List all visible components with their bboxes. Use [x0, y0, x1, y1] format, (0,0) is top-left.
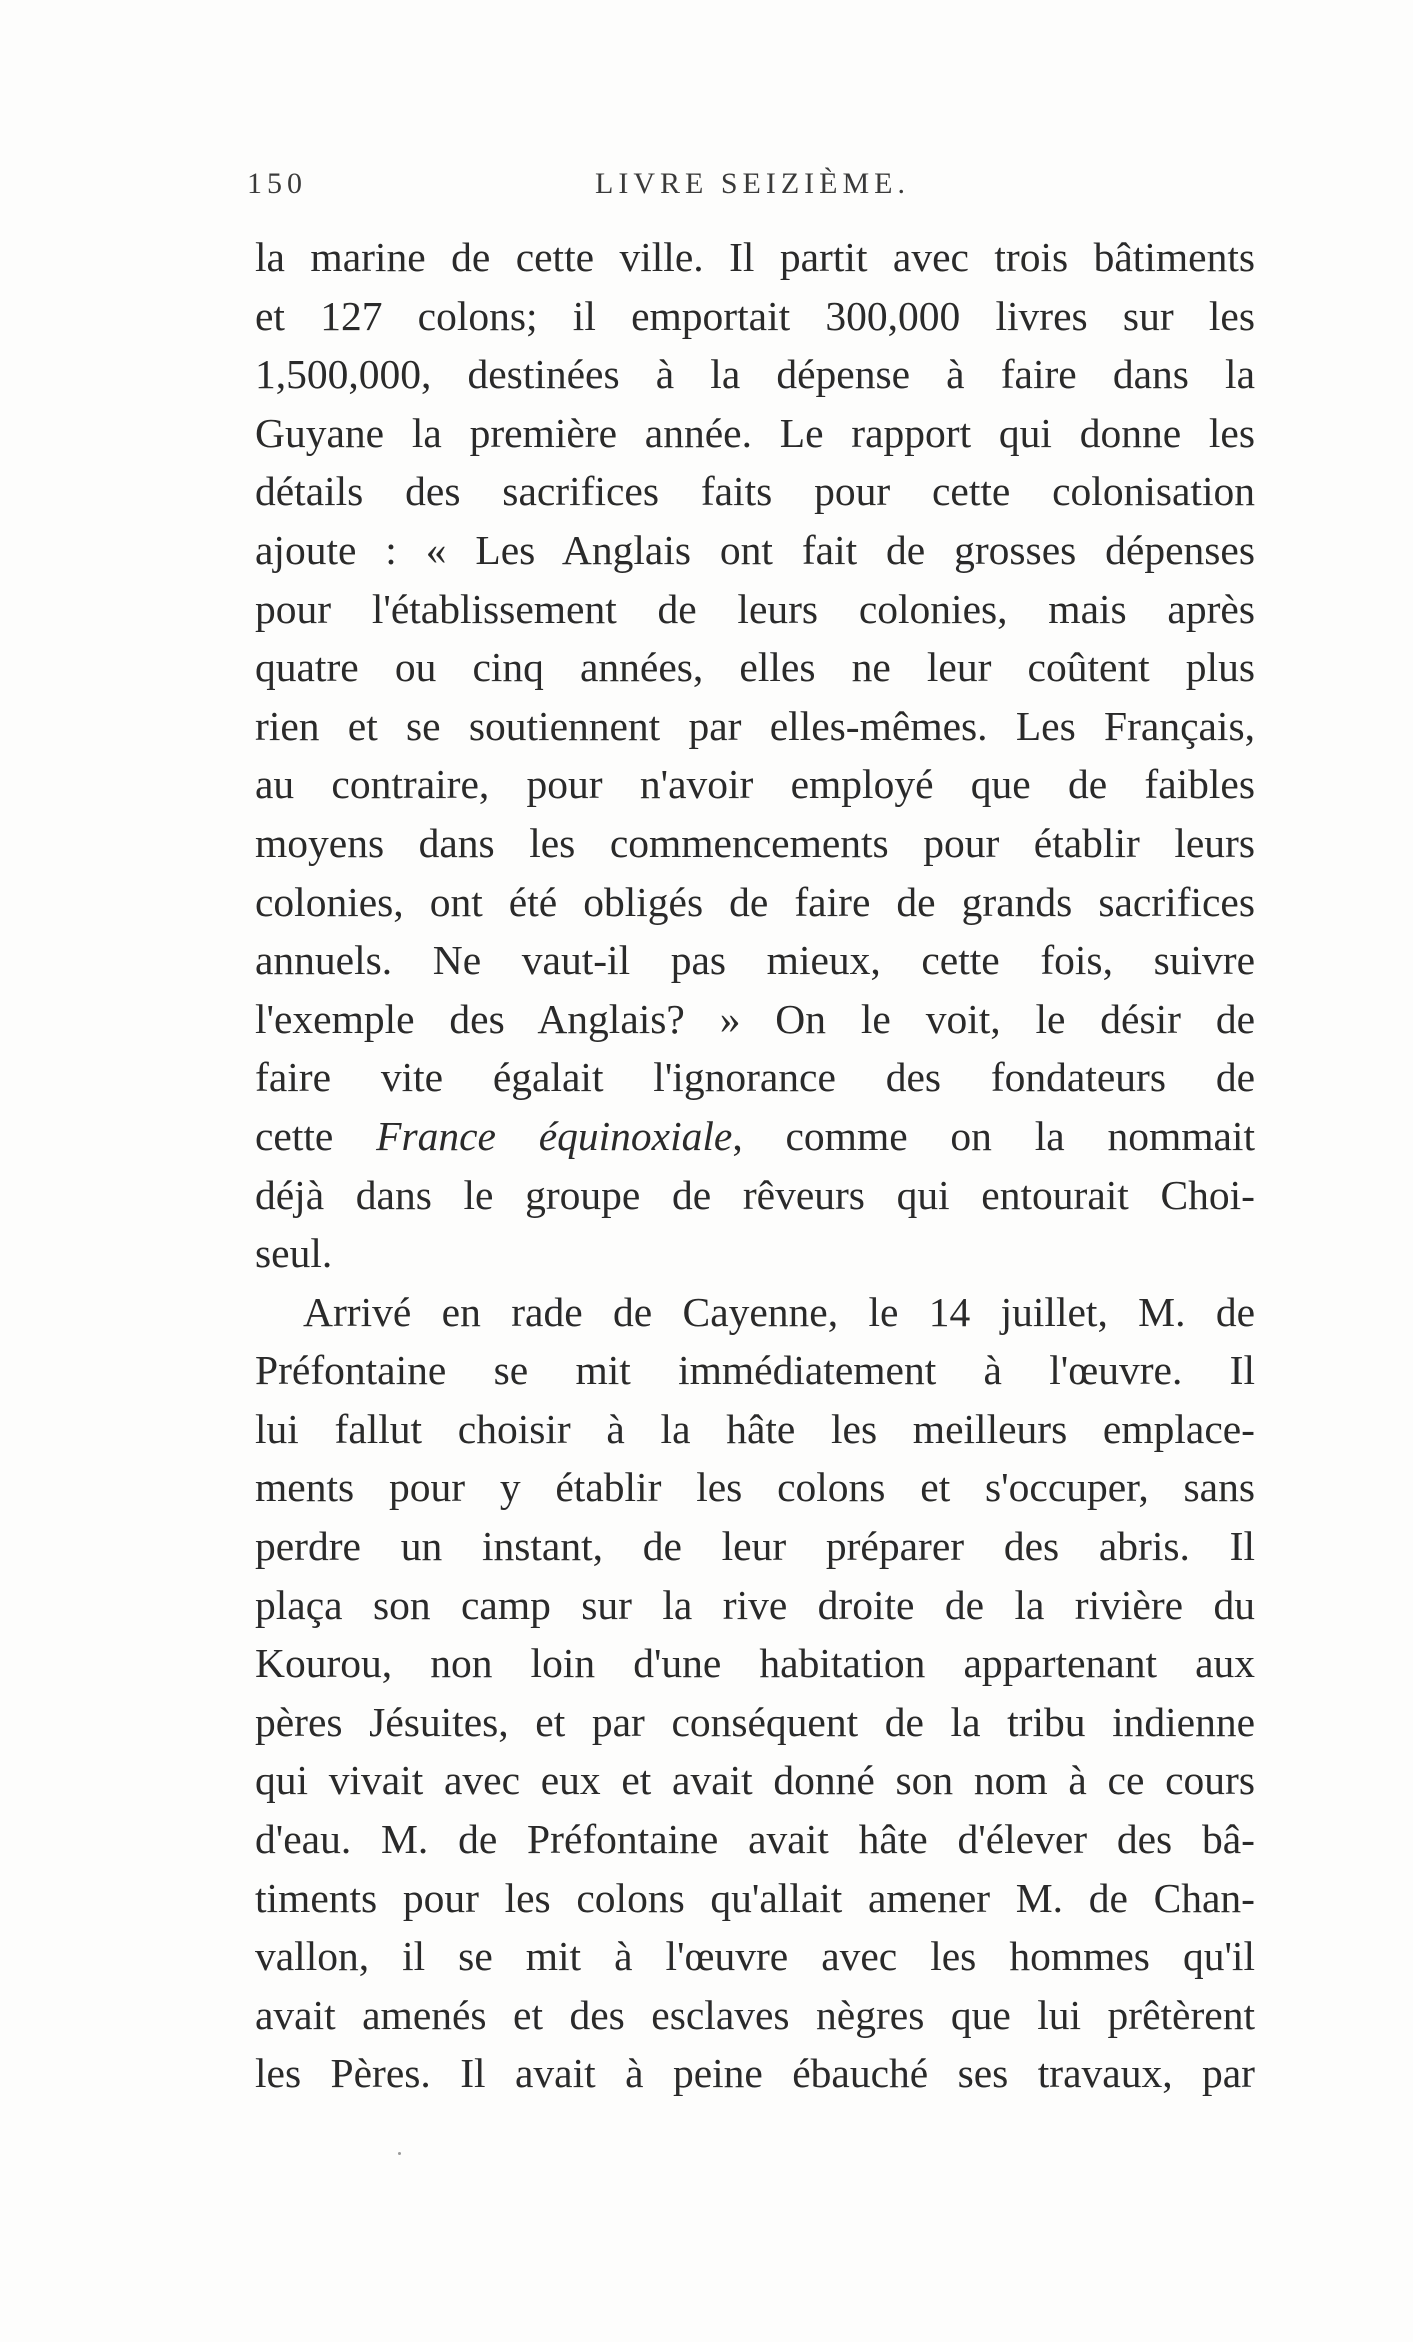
running-title: LIVRE SEIZIÈME.: [595, 167, 910, 200]
text-line: faire vite égalait l'ignorance des fondateurs de: [255, 1054, 1255, 1101]
paper-speck: [398, 2152, 401, 2155]
text-line: vallon, il se mit à l'œuvre avec les hommes qu'il: [255, 1933, 1255, 1980]
text-line: au contraire, pour n'avoir employé que de faibles: [255, 761, 1255, 808]
text-line-with-italic: [255, 1107, 1255, 1166]
text-line: la marine de cette ville. Il partit avec trois bâtiments: [255, 234, 1255, 280]
text-line: pour l'établissement de leurs colonies, mais après: [255, 585, 1255, 632]
page-header: [247, 167, 1257, 207]
text-line: 1,500,000, destinées à la dépense à faire dans la: [255, 351, 1255, 398]
text-line: l'exemple des Anglais? » On le voit, le désir de: [255, 995, 1255, 1042]
text-line: plaça son camp sur la rive droite de la rivière du: [255, 1581, 1255, 1628]
text-line: avait amenés et des esclaves nègres que lui prêtèrent: [255, 1991, 1255, 2038]
text-line: lui fallut choisir à la hâte les meilleurs emplace-: [255, 1405, 1255, 1452]
text-line: déjà dans le groupe de rêveurs qui entourait Choi-: [255, 1171, 1255, 1218]
italic-title: France équinoxiale: [376, 1112, 733, 1159]
paragraph-first-line: Arrivé en rade de Cayenne, le 14 juillet, M. de: [303, 1288, 1255, 1335]
text-line: Guyane la première année. Le rapport qui donne les: [255, 409, 1255, 456]
text-line: ments pour y établir les colons et s'occuper, sans: [255, 1464, 1255, 1511]
text-line: qui vivait avec eux et avait donné son nom à ce cours: [255, 1757, 1255, 1804]
text-line: ajoute : « Les Anglais ont fait de grosses dépenses: [255, 526, 1255, 573]
text-line: d'eau. M. de Préfontaine avait hâte d'élever des bâ-: [255, 1816, 1255, 1863]
body-text: [255, 228, 1255, 2103]
text-line: Préfontaine se mit immédiatement à l'œuvre. Il: [255, 1347, 1255, 1394]
text-line: quatre ou cinq années, elles ne leur coûtent plus: [255, 644, 1255, 691]
text-line: colonies, ont été obligés de faire de grands sacrifices: [255, 878, 1255, 925]
text-line: seul.: [255, 1230, 333, 1277]
text-line: timents pour les colons qu'allait amener M. de Chan-: [255, 1874, 1255, 1921]
line-segment: , comme on la nommait: [732, 1112, 1255, 1159]
text-line: rien et se soutiennent par elles-mêmes. Les Français,: [255, 702, 1255, 749]
text-line: Kourou, non loin d'une habitation appartenant aux: [255, 1640, 1255, 1687]
text-line: moyens dans les commencements pour établir leurs: [255, 819, 1255, 866]
text-line: pères Jésuites, et par conséquent de la tribu indienne: [255, 1698, 1255, 1745]
text-line: détails des sacrifices faits pour cette colonisation: [255, 468, 1255, 515]
line-segment: cette: [255, 1112, 377, 1159]
page-number: 150: [247, 167, 307, 200]
text-line: perdre un instant, de leur préparer des abris. Il: [255, 1523, 1255, 1570]
text-line: annuels. Ne vaut-il pas mieux, cette fois, suivre: [255, 937, 1255, 984]
text-line: les Pères. Il avait à peine ébauché ses travaux, par: [255, 2050, 1255, 2097]
text-line: et 127 colons; il emportait 300,000 livres sur les: [255, 292, 1255, 339]
